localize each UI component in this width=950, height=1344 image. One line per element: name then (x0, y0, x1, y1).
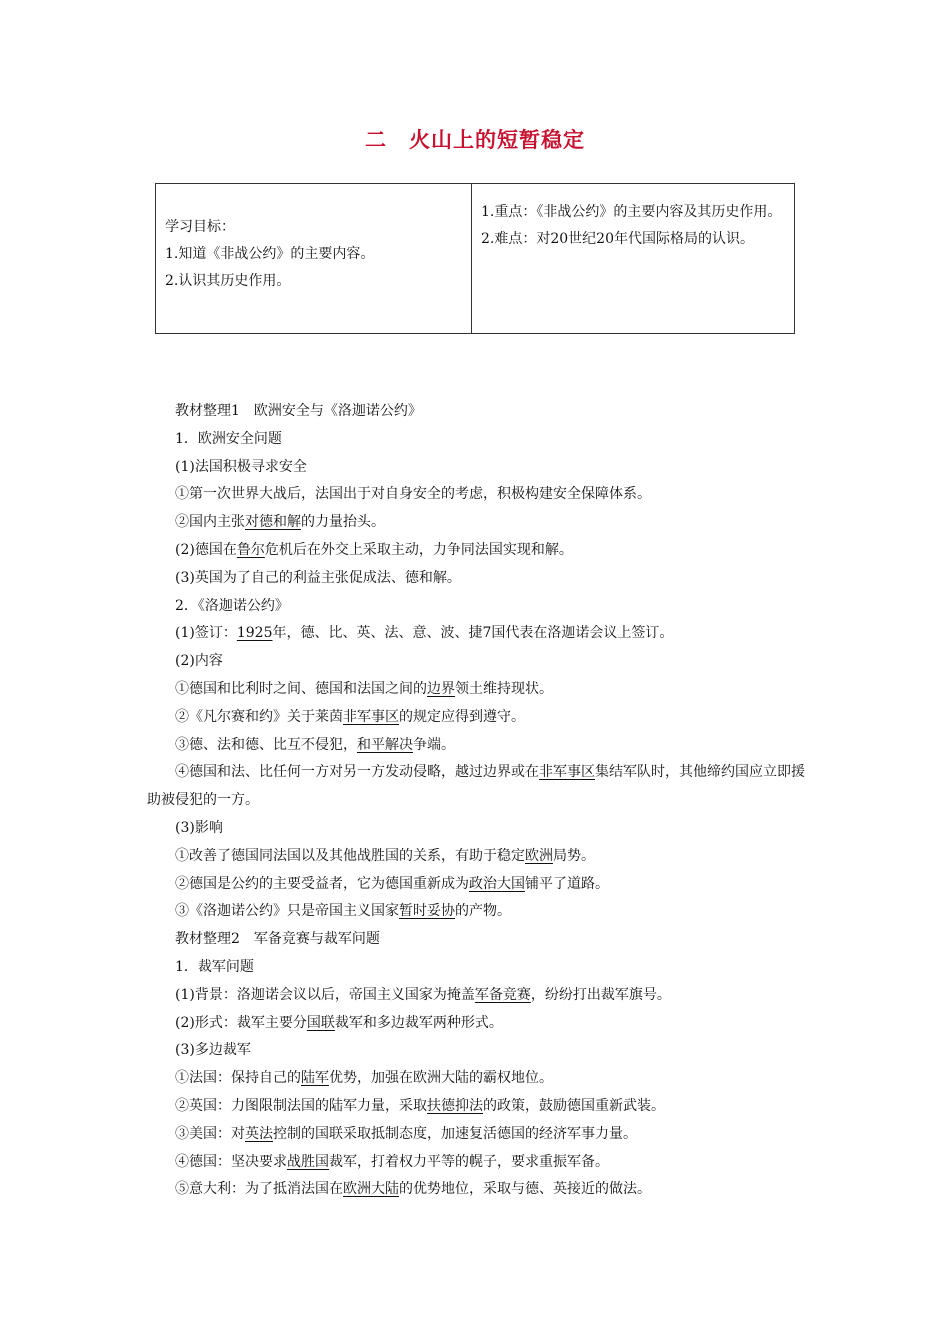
text: 领土维持现状。 (455, 680, 553, 697)
text: ②德国是公约的主要受益者，它为德国重新成为 (175, 875, 469, 892)
underlined-answer: 对德和解 (245, 514, 301, 531)
text: 优势，加强在欧洲大陆的霸权地位。 (329, 1070, 553, 1087)
page-title: 二 火山上的短暂稳定 (365, 128, 585, 152)
text: 集结军队时，其他缔约国应立即援助被侵犯的一方。 (147, 764, 805, 809)
paragraph (147, 1149, 817, 1177)
underlined-answer: 非军事区 (343, 708, 399, 725)
paragraph (147, 1010, 817, 1038)
paragraph (147, 843, 817, 871)
text: 铺平了道路。 (525, 875, 609, 892)
underlined-answer: 鲁尔 (236, 541, 265, 558)
underlined-answer: 陆军 (301, 1070, 329, 1087)
text: ④德国和法、比任何一方对另一方发动侵略，越过边界或在 (175, 764, 539, 781)
text: ④德国：坚决要求 (175, 1153, 287, 1170)
section-title: 教材整理1 欧洲安全与《洛迦诺公约》 (175, 403, 422, 419)
paragraph (147, 759, 817, 815)
text: 年，德、比、英、法、意、波、捷7国代表在洛迦诺会议上签订。 (272, 625, 674, 642)
paragraph (147, 732, 817, 760)
underlined-answer: 非军事区 (539, 764, 595, 781)
underlined-answer: 暂时妥协 (399, 903, 455, 920)
text: (1)背景：洛迦诺会议以后，帝国主义国家为掩盖 (175, 986, 475, 1003)
paragraph (147, 982, 817, 1010)
key-points-cell (472, 184, 794, 333)
text: 争端。 (413, 736, 455, 753)
paragraph (147, 1176, 817, 1204)
key-point-item: 2.难点：对20世纪20年代国际格局的认识。 (481, 231, 754, 247)
underlined-answer: 1925 (236, 625, 273, 642)
text: ①法国：保持自己的 (175, 1070, 301, 1087)
subheading: 1．裁军问题 (175, 958, 254, 975)
section-title: 教材整理2 军备竞赛与裁军问题 (175, 931, 380, 948)
text: (2)德国在 (175, 541, 237, 558)
subheading: (3)多边裁军 (175, 1042, 251, 1059)
text: ②《凡尔赛和约》关于莱茵 (175, 708, 343, 725)
paragraph (147, 1121, 817, 1149)
text: 的规定应得到遵守。 (399, 708, 525, 725)
text: 控制的国联采取抵制态度，加速复活德国的经济军事力量。 (273, 1125, 637, 1142)
text: 裁军，打着权力平等的幌子，要求重振军备。 (329, 1153, 609, 1170)
goals-cell (156, 184, 472, 333)
goal-item: 1.知道《非战公约》的主要内容。 (165, 246, 375, 262)
goals-heading: 学习目标： (165, 219, 235, 235)
text: ②国内主张 (175, 514, 245, 531)
document-body (147, 398, 817, 1204)
underlined-answer: 扶德抑法 (427, 1097, 483, 1114)
paragraph (147, 509, 817, 537)
paragraph (147, 1065, 817, 1093)
text: 的力量抬头。 (301, 514, 385, 531)
paragraph (147, 537, 817, 565)
underlined-answer: 英法 (245, 1125, 273, 1142)
subheading: (3)影响 (175, 819, 223, 836)
text: ③美国：对 (175, 1125, 245, 1142)
text: ①改善了德国同法国以及其他战胜国的关系，有助于稳定 (175, 847, 525, 864)
subheading: 1．欧洲安全问题 (175, 430, 282, 447)
text: ⑤意大利：为了抵消法国在 (175, 1181, 343, 1198)
underlined-answer: 欧洲 (525, 847, 553, 864)
paragraph: (3)英国为了自己的利益主张促成法、德和解。 (175, 569, 461, 586)
text: (2)形式：裁军主要分 (175, 1014, 307, 1031)
paragraph (147, 704, 817, 732)
underlined-answer: 和平解决 (357, 736, 413, 753)
text: ①德国和比利时之间、德国和法国之间的 (175, 680, 427, 697)
learning-goals-table (155, 183, 795, 334)
text: ③《洛迦诺公约》只是帝国主义国家 (175, 903, 399, 920)
underlined-answer: 国联 (306, 1014, 335, 1031)
paragraph (147, 871, 817, 899)
text: 裁军和多边裁军两种形式。 (334, 1014, 503, 1031)
text: 的优势地位，采取与德、英接近的做法。 (399, 1181, 651, 1198)
subheading: (1)法国积极寻求安全 (175, 458, 307, 475)
paragraph (147, 676, 817, 704)
text: 的产物。 (455, 903, 511, 920)
subheading: 2．《洛迦诺公约》 (175, 597, 289, 614)
underlined-answer: 边界 (427, 680, 455, 697)
subheading: (2)内容 (175, 653, 223, 670)
underlined-answer: 欧洲大陆 (343, 1181, 399, 1198)
text: 的政策，鼓励德国重新武装。 (483, 1097, 665, 1114)
text: (1)签订： (175, 625, 237, 642)
paragraph: ①第一次世界大战后，法国出于对自身安全的考虑，积极构建安全保障体系。 (175, 486, 651, 503)
paragraph (147, 1093, 817, 1121)
text: ②英国：力图限制法国的陆军力量，采取 (175, 1097, 427, 1114)
text: 局势。 (553, 847, 595, 864)
underlined-answer: 战胜国 (287, 1153, 329, 1170)
paragraph (147, 620, 817, 648)
paragraph (147, 898, 817, 926)
text: ，纷纷打出裁军旗号。 (530, 986, 671, 1003)
text: 危机后在外交上采取主动，力争同法国实现和解。 (264, 541, 573, 558)
underlined-answer: 政治大国 (469, 875, 525, 892)
text: ③德、法和德、比互不侵犯， (175, 736, 357, 753)
key-point-item: 1.重点：《非战公约》的主要内容及其历史作用。 (481, 204, 782, 220)
goal-item: 2.认识其历史作用。 (165, 273, 291, 289)
underlined-answer: 军备竞赛 (474, 986, 531, 1003)
